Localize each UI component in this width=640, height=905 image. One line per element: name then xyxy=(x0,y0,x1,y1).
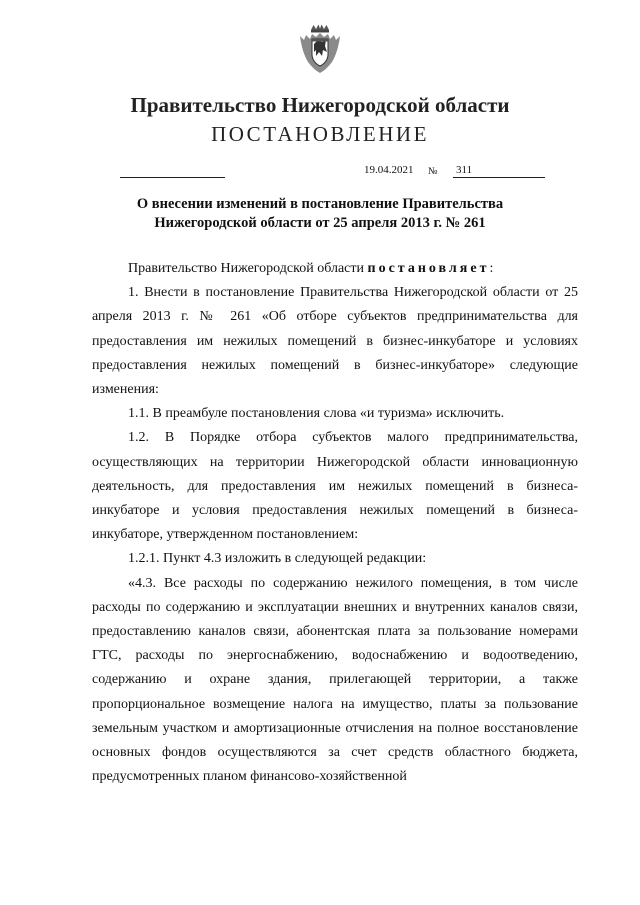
paragraph-4-3: «4.3. Все расходы по содержанию нежилого помещения, в том числе расходы по содержанию и эксплуатации внешних и внутренних каналов связи, предоставлению каналов связи, абонентская плата за пользование номерами ГТС, расходы по энергоснабжению, водоснабжению и водоотведению, содержанию и охране здания, прилегающей территории, а также пропорциональное возмещение налога на имущество, платы за пользование земельным участком и амортизационные отчисления на полное восстановление основных фондов осуществляются за счет средств областного бюджета, предусмотренных планом финансово-хозяйственной xyxy=(92,575,578,785)
document-date: 19.04.2021 xyxy=(364,164,414,176)
government-name: Правительство Нижегородской области xyxy=(130,93,510,117)
paragraph-1: 1. Внести в постановление Правительства Нижегородской области от 25 апреля 2013 г. № 261 «Об отборе субъектов предпринимательства для предоставления им нежилых помещений в бизнес-инкубаторе и условиях предоставления нежилых помещений в бизнес-инкубаторе» следующие изменения: xyxy=(92,285,578,398)
coat-of-arms-icon xyxy=(298,24,342,74)
paragraph-1-2-1: 1.2.1. Пункт 4.3 изложить в следующей редакции: xyxy=(128,551,427,567)
intro-subject: Правительство Нижегородской области xyxy=(128,261,368,276)
paragraph-1-1: 1.1. В преамбуле постановления слова «и туризма» исключить. xyxy=(128,406,505,422)
document-number: 311 xyxy=(453,164,545,178)
document-type: ПОСТАНОВЛЕНИЕ xyxy=(211,122,429,146)
document-title xyxy=(120,195,520,233)
blank-field-line xyxy=(120,177,225,178)
intro-verb: постановляет xyxy=(367,261,490,276)
paragraph-1-2: 1.2. В Порядке отбора субъектов малого предпринимательства, осуществляющих на территории Нижегородской области инновационную деятельность, для предоставления им нежилых помещений в бизнеса-инкубаторе и условия предоставления нежилых помещений в бизнеса-инкубаторе, утвержденном постановлением: xyxy=(92,430,578,543)
intro-end: : xyxy=(489,261,494,276)
document-body xyxy=(92,257,578,789)
document-title-line-2: Нижегородской области от 25 апреля 2013 г. № 261 xyxy=(154,215,486,231)
document-title-line-1: О внесении изменений в постановление Правительства xyxy=(136,196,504,212)
intro-paragraph xyxy=(92,257,578,281)
number-label: № xyxy=(428,166,438,177)
